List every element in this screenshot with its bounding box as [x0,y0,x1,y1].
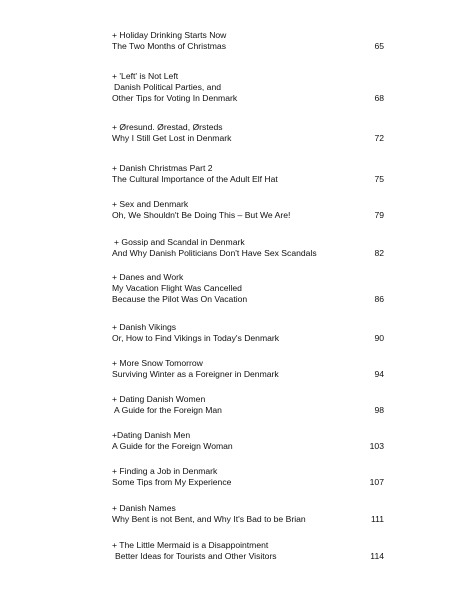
toc-entry-page-number: 107 [369,477,384,487]
toc-entry-page-number: 103 [369,441,384,451]
toc-entry-subtitle: Because the Pilot Was On Vacation [112,294,248,304]
toc-entry-title: + Holiday Drinking Starts Now [112,30,227,40]
toc-entry-title: + The Little Mermaid is a Disappointment [112,540,269,550]
toc-entry-subtitle: The Cultural Importance of the Adult Elf Hat [112,174,278,184]
toc-entry-page-number: 68 [374,93,384,103]
toc-entry-subtitle: A Guide for the Foreign Man [114,405,222,415]
toc-entry-title: + Sex and Denmark [112,199,189,209]
toc-entry-title: + Danish Vikings [112,322,177,332]
toc-entry-subtitle: The Two Months of Christmas [112,41,226,51]
toc-entry-subtitle: Oh, We Shouldn't Be Doing This – But We Are! [112,210,291,220]
toc-entry-title: + Danish Names [112,503,176,513]
toc-entry-subtitle: Danish Political Parties, and [114,82,221,92]
toc-entry-subtitle: Some Tips from My Experience [112,477,232,487]
toc-entry-title: + Dating Danish Women [112,394,206,404]
toc-entry-subtitle: Surviving Winter as a Foreigner in Denmark [112,369,279,379]
toc-entry-subtitle: My Vacation Flight Was Cancelled [112,283,242,293]
toc-entry-title: + Danish Christmas Part 2 [112,163,213,173]
toc-entry-title: + Øresund. Ørestad, Ørsteds [112,122,223,132]
toc-entry-subtitle: Better Ideas for Tourists and Other Visitors [115,551,277,561]
toc-entry-page-number: 98 [374,405,384,415]
toc-entry-page-number: 82 [374,248,384,258]
toc-entry-title: + More Snow Tomorrow [112,358,203,368]
toc-entry-subtitle: Other Tips for Voting In Denmark [112,93,238,103]
toc-entry-page-number: 72 [374,133,384,143]
toc-entry-title: + Danes and Work [112,272,184,282]
toc-entry-page-number: 90 [374,333,384,343]
toc-entry-subtitle: Or, How to Find Vikings in Today's Denmark [112,333,280,343]
toc-entry-page-number: 94 [374,369,384,379]
toc-entry-subtitle: A Guide for the Foreign Woman [112,441,233,451]
toc-entry-page-number: 75 [374,174,384,184]
toc-entry-page-number: 79 [374,210,384,220]
toc-entry-page-number: 111 [370,514,384,524]
toc-entry-title: + Gossip and Scandal in Denmark [114,237,245,247]
toc-entry-subtitle: Why Bent is not Bent, and Why It's Bad to be Brian [112,514,306,524]
toc-entry-page-number: 86 [374,294,384,304]
toc-entry-title: + 'Left' is Not Left [112,71,179,81]
toc-entry-title: + Finding a Job in Denmark [112,466,218,476]
toc-entry-title: +Dating Danish Men [112,430,191,440]
toc-entry-subtitle: And Why Danish Politicians Don't Have Sex Scandals [112,248,317,258]
toc-entry-subtitle: Why I Still Get Lost in Denmark [112,133,232,143]
toc-entry-page-number: 114 [370,551,384,561]
toc-entry-page-number: 65 [374,41,384,51]
